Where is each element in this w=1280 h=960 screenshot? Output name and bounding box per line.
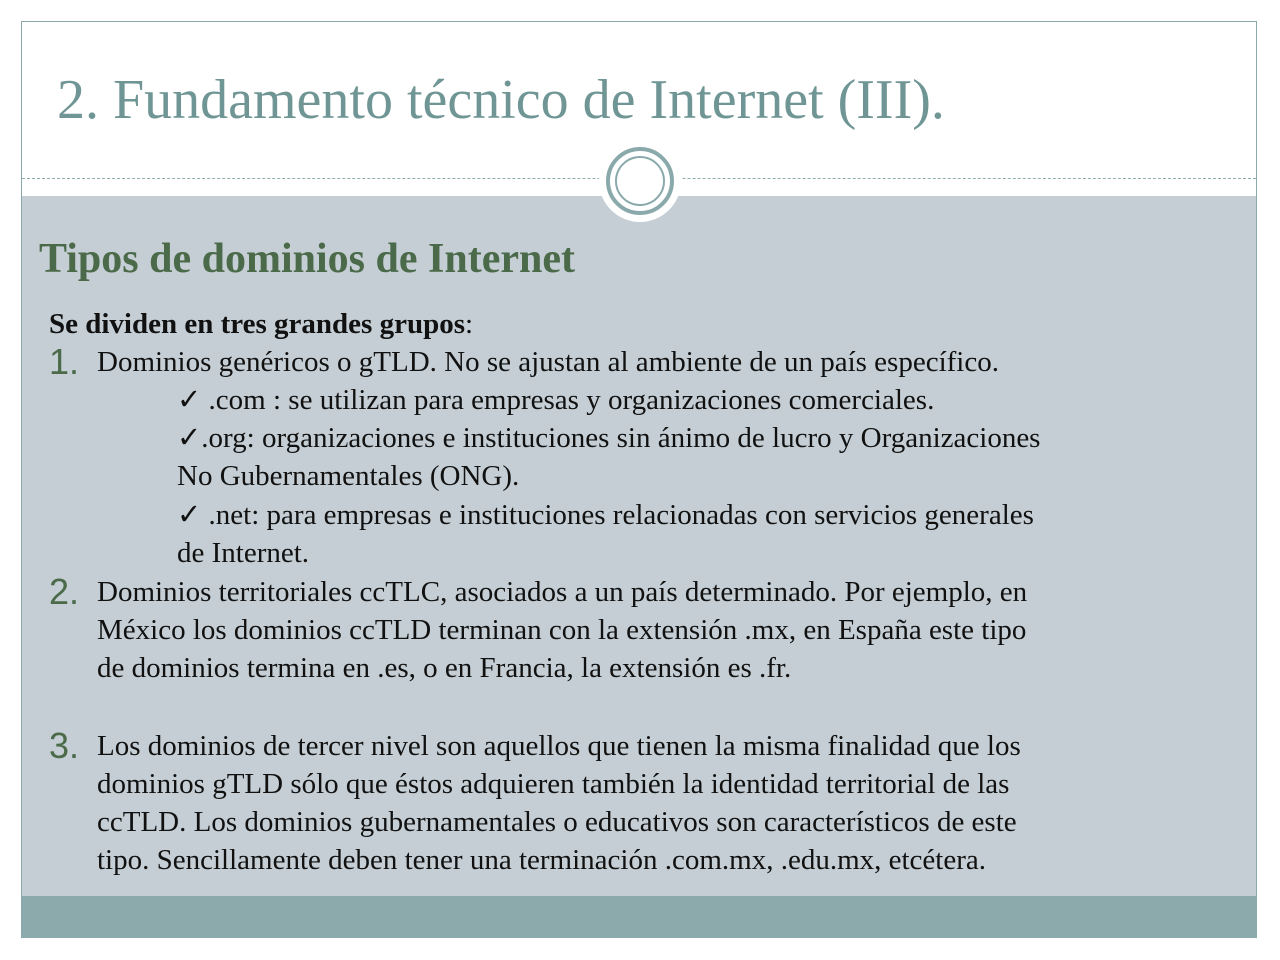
item-3-line-1: Los dominios de tercer nivel son aquellos que tienen la misma finalidad que los xyxy=(97,730,1021,762)
subitem-org: ✓.org: organizaciones e instituciones sin ánimo de lucro y Organizaciones xyxy=(177,422,1041,454)
item-2-line-1: Dominios territoriales ccTLC, asociados a un país determinado. Por ejemplo, en xyxy=(97,576,1028,608)
list-number-3: 3. xyxy=(49,725,80,766)
item-3-line-4: tipo. Sencillamente deben tener una terminación .com.mx, .edu.mx, etcétera. xyxy=(97,844,987,876)
item-2-line-2: México los dominios ccTLD terminan con la extensión .mx, en España este tipo xyxy=(97,614,1027,646)
intro-colon: : xyxy=(464,308,474,340)
list-number-2: 2. xyxy=(49,571,80,612)
slide-title: 2. Fundamento técnico de Internet (III). xyxy=(57,69,945,131)
list-number-1: 1. xyxy=(49,341,80,382)
item-3-line-3: ccTLD. Los dominios gubernamentales o educativos son característicos de este xyxy=(97,806,1017,838)
subitem-com: ✓ .com : se utilizan para empresas y organizaciones comerciales. xyxy=(177,384,935,416)
intro-text xyxy=(49,305,473,343)
subitem-org-continued: No Gubernamentales (ONG). xyxy=(177,460,520,492)
item-2-line-3: de dominios termina en .es, o en Francia, la extensión es .fr. xyxy=(97,652,792,684)
circle-ornament-icon xyxy=(599,140,681,222)
intro-bold: Se dividen en tres grandes grupos xyxy=(49,308,465,340)
item-3-line-2: dominios gTLD sólo que éstos adquieren también la identidad territorial de las xyxy=(97,768,1010,800)
footer-bar xyxy=(22,896,1256,938)
item-1-text: Dominios genéricos o gTLD. No se ajustan al ambiente de un país específico. xyxy=(97,346,999,378)
slide xyxy=(21,21,1257,938)
section-heading: Tipos de dominios de Internet xyxy=(39,236,575,282)
subitem-net-continued: de Internet. xyxy=(177,537,310,569)
subitem-net: ✓ .net: para empresas e instituciones relacionadas con servicios generales xyxy=(177,499,1034,531)
